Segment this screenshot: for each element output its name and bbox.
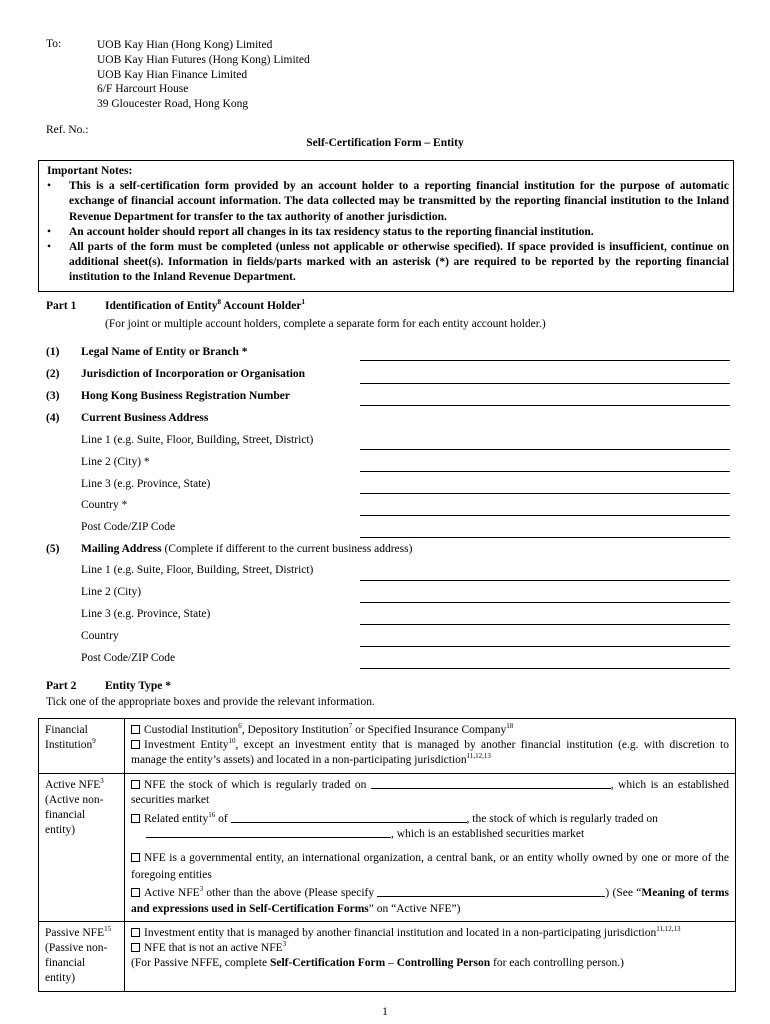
active-option-governmental[interactable]: NFE is a governmental entity, an international organization, a central bank, or an entity wholly owned by one or more of the foregoing entities [131, 852, 729, 882]
checkbox[interactable] [131, 943, 140, 952]
mailing-address-line3-field[interactable] [360, 624, 730, 625]
important-notes-box [38, 160, 734, 292]
field-number: (3) [46, 390, 60, 402]
br-number-label: Hong Kong Business Registration Number [81, 390, 290, 402]
part2-number: Part 2 [46, 680, 77, 692]
jurisdiction-field[interactable] [360, 383, 730, 384]
related-entity-field[interactable] [231, 813, 467, 823]
address-line: UOB Kay Hian (Hong Kong) Limited [97, 39, 273, 51]
checkbox[interactable] [131, 853, 140, 862]
ref-no-label: Ref. No.: [46, 124, 89, 136]
active-nfe-options-cell [125, 773, 736, 921]
part1-title: Identification of Entity$^8$ Account Holder$^1$ [105, 298, 305, 312]
checkbox[interactable] [131, 740, 140, 749]
field-number: (2) [46, 368, 60, 380]
current-address-line1-field[interactable] [360, 449, 730, 450]
current-address-line2-field[interactable] [360, 471, 730, 472]
address-line: UOB Kay Hian Futures (Hong Kong) Limited [97, 53, 310, 66]
field-number: (4) [46, 412, 60, 424]
stock-exchange-field[interactable] [371, 779, 611, 789]
mailing-postcode-label: Post Code/ZIP Code [81, 652, 176, 664]
part1-subtitle: (For joint or multiple account holders, complete a separate form for each entity account holder.) [105, 318, 546, 330]
passive-option-non-active[interactable]: NFE that is not an active NFE$^3$ [131, 941, 729, 956]
current-address-line1-label: Line 1 (e.g. Suite, Floor, Building, Street, District) [81, 434, 314, 446]
active-option-other[interactable]: Active NFE$^3$ other than the above (Please specify ) (See “Meaning of terms and expressions used in Self-Certification Forms” on “Active NFE”) [131, 885, 730, 915]
table-row [39, 773, 736, 921]
mailing-address-line2-label: Line 2 (City) [81, 586, 142, 598]
part2-title: Entity Type * [105, 680, 172, 692]
br-number-field[interactable] [360, 405, 730, 406]
note-item: • An account holder should report all changes in its tax residency status to the reporting financial institution. [47, 225, 729, 240]
field-number: (5) [46, 543, 60, 555]
entity-type-table [38, 718, 736, 992]
legal-name-field[interactable] [360, 360, 730, 361]
table-row [39, 719, 736, 774]
checkbox[interactable] [131, 888, 140, 897]
fi-options-cell [125, 719, 736, 774]
active-option-listed[interactable]: NFE the stock of which is regularly traded on , which is an established securities market [131, 778, 729, 806]
mailing-address-line1-field[interactable] [360, 580, 730, 581]
current-address-line3-label: Line 3 (e.g. Province, State) [81, 478, 211, 490]
fi-option-investment-entity[interactable]: Investment Entity$^{10}$, except an investment entity that is managed by another financial institution (e.g. with discretion to manage the entity’s assets) and located in a non-participating jurisdiction$^{11,12,13}$ [131, 737, 730, 767]
active-option-related[interactable]: Related entity$^{16}$ of , the stock of which is regularly traded on , which is an established securities market [131, 812, 729, 842]
checkbox[interactable] [131, 780, 140, 789]
page-number: 1 [382, 1006, 388, 1018]
checkbox[interactable] [131, 928, 140, 937]
passive-nfe-label-cell: Passive NFE$^{15}$ (Passive non-financial entity) [39, 921, 125, 991]
address-line: 39 Gloucester Road, Hong Kong [97, 98, 249, 111]
mailing-postcode-field[interactable] [360, 668, 730, 669]
mailing-address-label: Mailing Address (Complete if different to the current business address) [81, 543, 413, 555]
jurisdiction-label: Jurisdiction of Incorporation or Organisation [81, 368, 306, 380]
fi-label-cell: Financial Institution$^9$ [39, 719, 125, 774]
current-address-line2-label: Line 2 (City) * [81, 456, 150, 468]
fi-option-custodial[interactable]: Custodial Institution$^6$, Depository Institution$^7$ or Specified Insurance Company$^{18}$ [131, 723, 729, 738]
mailing-address-line3-label: Line 3 (e.g. Province, State) [81, 608, 211, 620]
to-label: To: [46, 38, 62, 50]
mailing-country-field[interactable] [360, 646, 730, 647]
table-row [39, 921, 736, 991]
address-line: 6/F Harcourt House [97, 83, 189, 96]
active-nfe-label-cell: Active NFE$^3$ (Active non-financial entity) [39, 773, 125, 921]
passive-option-investment[interactable]: Investment entity that is managed by another financial institution and located in a non-participating jurisdiction$^{11,12,13}$ [131, 926, 729, 941]
current-country-label: Country * [81, 499, 128, 511]
mailing-country-label: Country [81, 630, 119, 642]
current-postcode-label: Post Code/ZIP Code [81, 521, 176, 533]
note-item: • All parts of the form must be completed (unless not applicable or otherwise specified). If space provided is insufficient, continue on additional sheet(s). Information in fields/parts marked with an asterisk (*) are required to be reported by the reporting financial institution to the Inland Revenue Department. [47, 240, 729, 286]
part2-instruction: Tick one of the appropriate boxes and provide the relevant information. [46, 696, 375, 708]
mailing-address-line2-field[interactable] [360, 602, 730, 603]
mailing-address-line1-label: Line 1 (e.g. Suite, Floor, Building, Street, District) [81, 564, 314, 576]
legal-name-label: Legal Name of Entity or Branch * [81, 346, 248, 358]
checkbox[interactable] [131, 814, 140, 823]
passive-note: (For Passive NFFE, complete Self-Certification Form – Controlling Person for each controlling person.) [131, 957, 624, 970]
active-nfe-specify-field[interactable] [377, 887, 605, 897]
checkbox[interactable] [131, 725, 140, 734]
note-item: • This is a self-certification form provided by an account holder to a reporting financial institution for the purpose of automatic exchange of financial account information. The data collected may be transmitted by the reporting financial institution to the Inland Revenue Department for transfer to the tax authority of another jurisdiction. [47, 179, 729, 225]
current-address-line3-field[interactable] [360, 493, 730, 494]
current-country-field[interactable] [360, 515, 730, 516]
part1-number: Part 1 [46, 300, 77, 312]
field-number: (1) [46, 346, 60, 358]
form-title: Self-Certification Form – Entity [306, 137, 464, 149]
address-line: UOB Kay Hian Finance Limited [97, 68, 248, 81]
current-postcode-field[interactable] [360, 537, 730, 538]
notes-heading: Important Notes: [47, 165, 133, 177]
current-address-label: Current Business Address [81, 412, 209, 424]
notes-list [47, 179, 729, 285]
related-exchange-field[interactable] [146, 828, 391, 838]
recipient-address [97, 38, 310, 112]
passive-nfe-options-cell [125, 921, 736, 991]
